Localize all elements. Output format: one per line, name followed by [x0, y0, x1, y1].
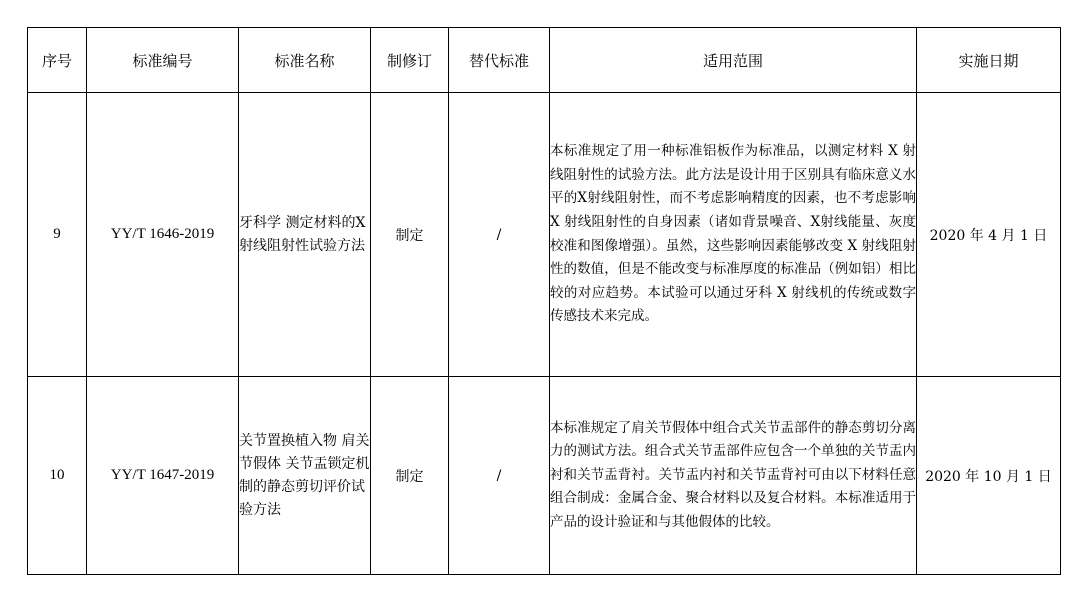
- row-replaces: /: [449, 93, 550, 377]
- standards-table: [27, 27, 1061, 575]
- header-date: 实施日期: [917, 28, 1061, 93]
- row-revision: 制定: [371, 93, 449, 377]
- header-code: 标准编号: [87, 28, 239, 93]
- row-revision: 制定: [371, 377, 449, 575]
- header-row: [28, 28, 1061, 93]
- row-scope: 本标准规定了用一种标准铝板作为标准品，以测定材料 X 射线阻射性的试验方法。此方法是设计用于区别具有临床意义水平的X射线阻射性，而不考虑影响精度的因素，也不考虑影响 X 射线阻射性的自身因素（诸如背景噪音、X射线能量、灰度校准和图像增强）。虽然，这些影响因素能够改变 X 射线阻射性的数值，但是不能改变与标准厚度的标准品（例如铝）相比较的对应趋势。本试验可以通过牙科 X 射线机的传统或数字传感技术来完成。: [550, 93, 917, 377]
- row-replaces: /: [449, 377, 550, 575]
- row-date: 2020 年 10 月 1 日: [917, 377, 1061, 575]
- row-seq: 10: [28, 377, 87, 575]
- table-row: [28, 377, 1061, 575]
- row-code: YY/T 1647-2019: [87, 377, 239, 575]
- row-name: 牙科学 测定材料的X射线阻射性试验方法: [239, 93, 371, 377]
- table-row: [28, 93, 1061, 377]
- header-name: 标准名称: [239, 28, 371, 93]
- row-seq: 9: [28, 93, 87, 377]
- row-name: 关节置换植入物 肩关节假体 关节盂锁定机制的静态剪切评价试验方法: [239, 377, 371, 575]
- header-seq: 序号: [28, 28, 87, 93]
- header-scope: 适用范围: [550, 28, 917, 93]
- row-code: YY/T 1646-2019: [87, 93, 239, 377]
- row-scope: 本标准规定了肩关节假体中组合式关节盂部件的静态剪切分离力的测试方法。组合式关节盂部件应包含一个单独的关节盂内衬和关节盂背衬。关节盂内衬和关节盂背衬可由以下材料任意组合制成：金属合金、聚合材料以及复合材料。本标准适用于产品的设计验证和与其他假体的比较。: [550, 377, 917, 575]
- header-revision: 制修订: [371, 28, 449, 93]
- row-date: 2020 年 4 月 1 日: [917, 93, 1061, 377]
- header-replaces: 替代标准: [449, 28, 550, 93]
